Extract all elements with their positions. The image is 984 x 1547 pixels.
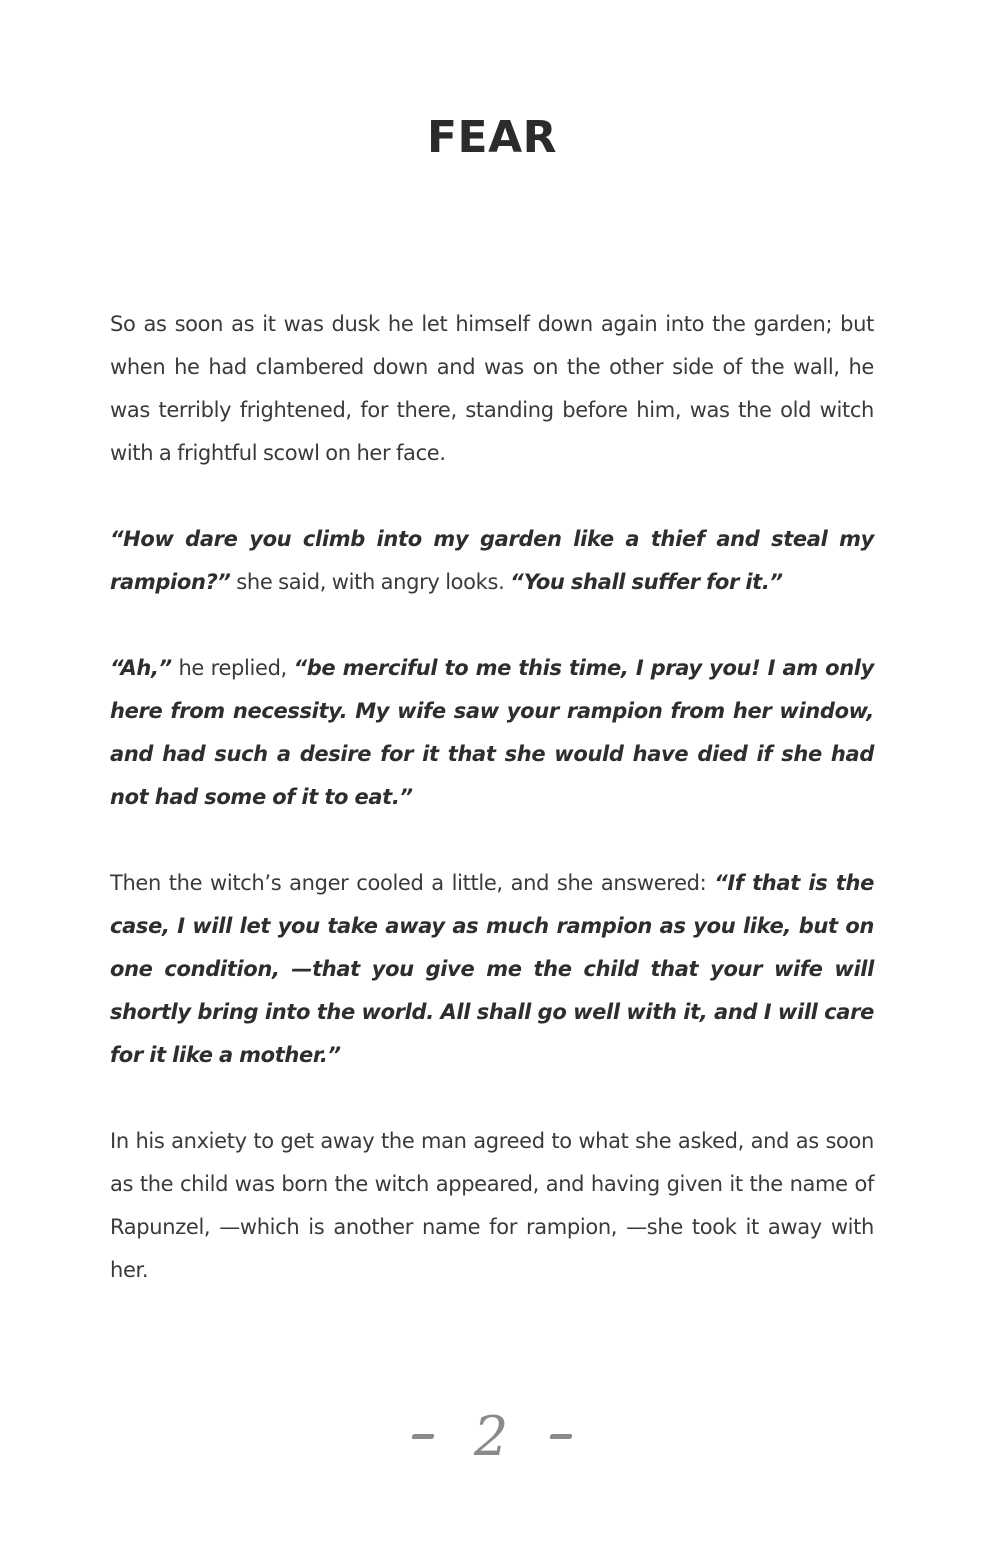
paragraph-1 [110, 303, 874, 475]
narration-text: So as soon as it was dusk he let himself down again into the garden; but when he had clambered down and was on the other side of the wall, he was terribly frightened, for there, standing before him, was the old witch with a frightful scowl on her face. [110, 312, 874, 465]
folio-dash-right [550, 1434, 573, 1439]
narration-text: In his anxiety to get away the man agreed to what she asked, and as soon as the child was born the witch appeared, and having given it the name of Rapunzel, —which is another name for rampion, —she took it away with her. [110, 1129, 874, 1282]
paragraph-5 [110, 1120, 874, 1292]
dialogue-text: “Ah,” [110, 656, 172, 680]
dialogue-text: “How dare you climb into my garden like a thief and steal my rampion?” [110, 527, 874, 594]
narration-text: Then the witch’s anger cooled a little, and she answered: [110, 871, 715, 895]
page-number: 2 [473, 1404, 511, 1468]
narration-text: she said, with angry looks. [230, 570, 511, 594]
narration-text: he replied, [171, 656, 294, 680]
page-number-folio [0, 1400, 984, 1468]
dialogue-text: “You shall suffer for it.” [510, 570, 783, 594]
dialogue-text: “If that is the case, I will let you take away as much rampion as you like, but on one condition, —that you give me the child that your wife will shortly bring into the world. All shall go well with it, and I will care for it like a mother.” [110, 871, 874, 1067]
paragraph-2 [110, 518, 874, 604]
chapter-body [110, 303, 874, 1335]
paragraph-3 [110, 647, 874, 819]
paragraph-4 [110, 862, 874, 1077]
folio-dash-left [411, 1434, 434, 1439]
dialogue-text: “be merciful to me this time, I pray you! I am only here from necessity. My wife saw your rampion from her window, and had such a desire for it that she would have died if she had not had some of it to eat.” [110, 656, 874, 809]
chapter-title: FEAR [426, 112, 558, 163]
